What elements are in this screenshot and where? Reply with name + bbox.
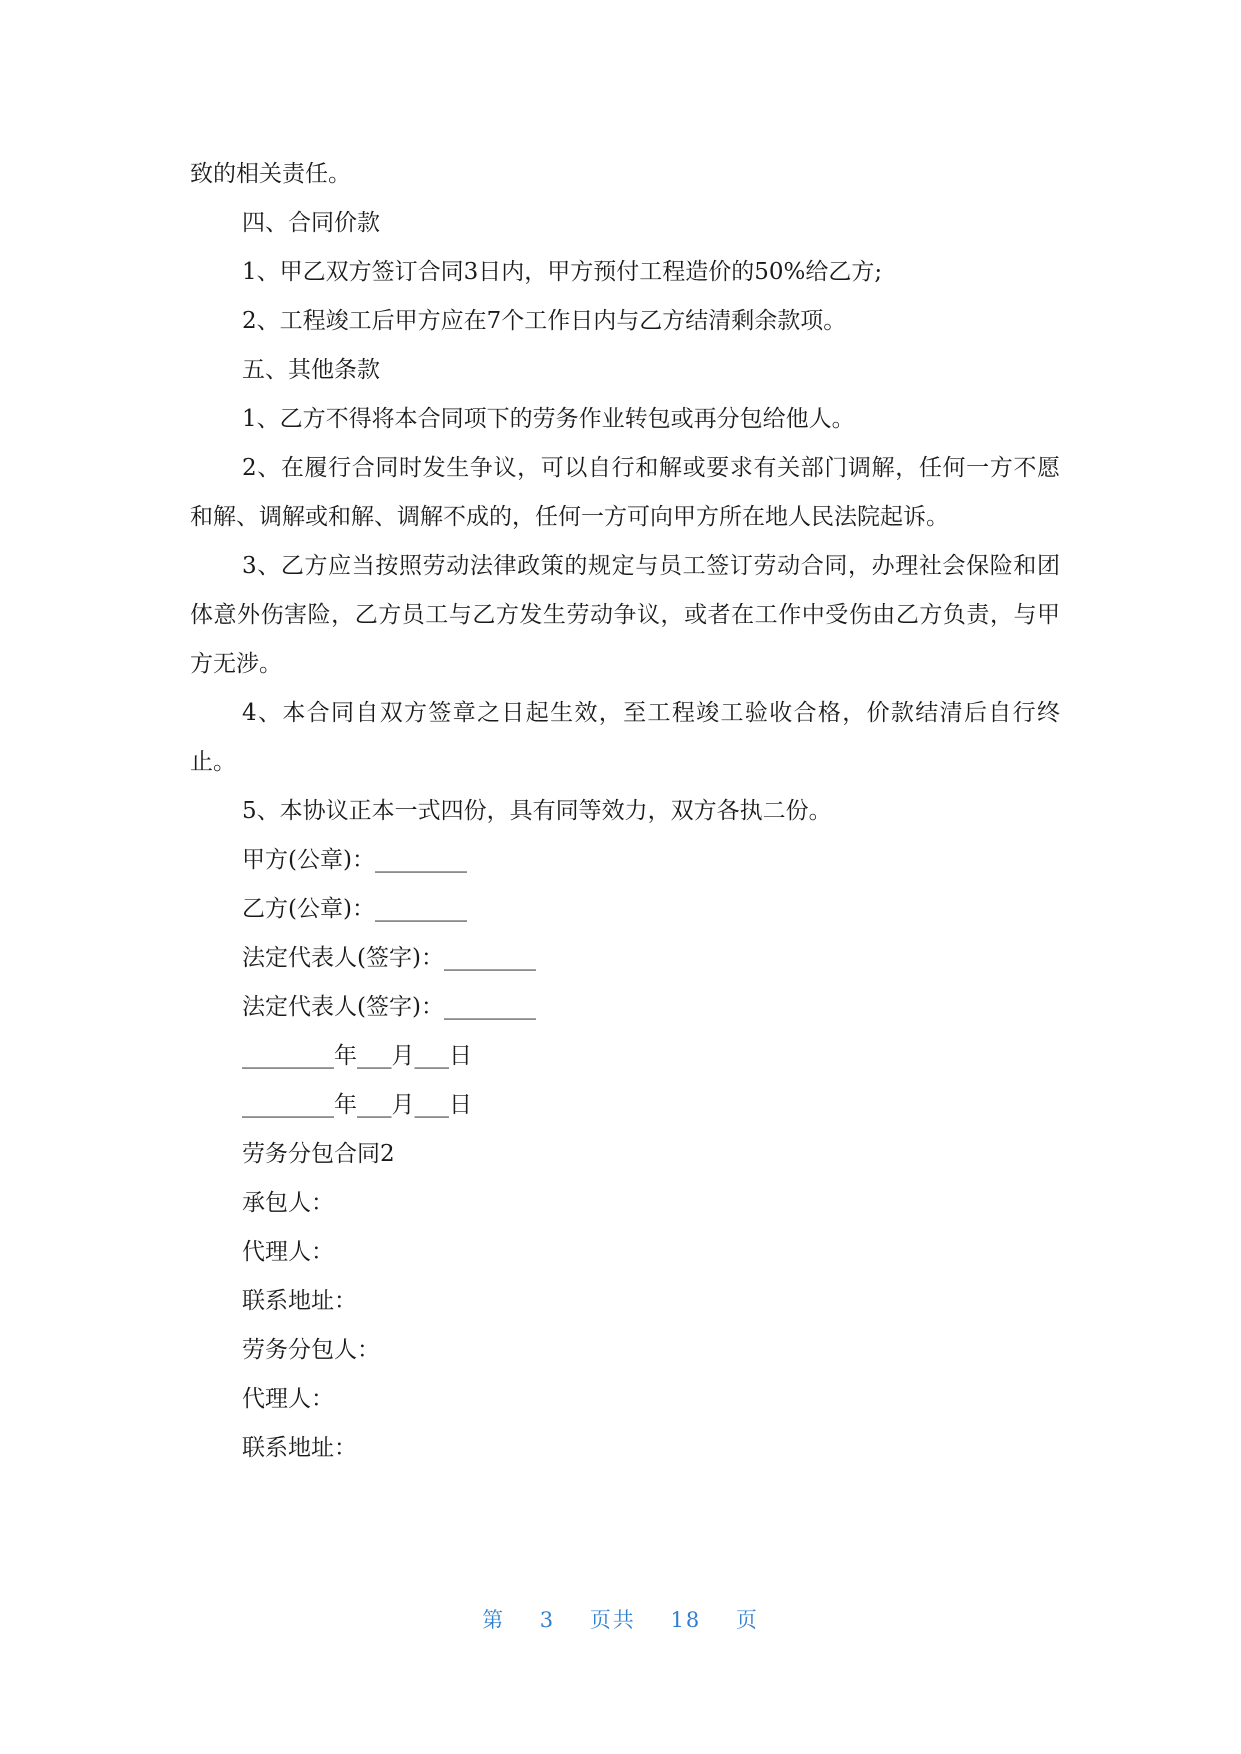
field-agent-1: 代理人： [242, 1239, 334, 1265]
clause-other-2: 2、在履行合同时发生争议，可以自行和解或要求有关部门调解，任何一方不愿和解、调解或和解、调解不成的，任何一方可向甲方所在地人民法院起诉。 [190, 455, 1060, 530]
section-heading-other-terms: 五、其他条款 [242, 357, 380, 383]
signature-legal-rep-b: 法定代表人(签字)：________ [242, 994, 536, 1020]
section-heading-contract-price: 四、合同价款 [242, 210, 380, 236]
footer-mid: 页共 [589, 1608, 636, 1632]
field-address-1: 联系地址： [242, 1288, 357, 1314]
footer-prefix: 第 [482, 1608, 506, 1632]
clause-other-3: 3、乙方应当按照劳动法律政策的规定与员工签订劳动合同，办理社会保险和团体意外伤害险，乙方员工与乙方发生劳动争议，或者在工作中受伤由乙方负责，与甲方无涉。 [190, 553, 1060, 677]
signature-date-b: ________年___月___日 [242, 1092, 472, 1118]
field-address-2: 联系地址： [242, 1435, 357, 1461]
footer-suffix: 页 [735, 1608, 759, 1632]
footer-current-page: 3 [539, 1608, 556, 1632]
signature-party-a-seal: 甲方(公章)：________ [242, 847, 467, 873]
field-contractor: 承包人： [242, 1190, 334, 1216]
page-footer [0, 1604, 1241, 1634]
document-body [190, 150, 1060, 1473]
signature-date-a: ________年___月___日 [242, 1043, 472, 1069]
clause-price-2: 2、工程竣工后甲方应在7个工作日内与乙方结清剩余款项。 [242, 308, 847, 334]
clause-price-1: 1、甲乙双方签订合同3日内，甲方预付工程造价的50%给乙方; [242, 259, 883, 285]
clause-other-4: 4、本合同自双方签章之日起生效，至工程竣工验收合格，价款结清后自行终止。 [190, 700, 1060, 775]
signature-legal-rep-a: 法定代表人(签字)：________ [242, 945, 536, 971]
clause-other-5: 5、本协议正本一式四份，具有同等效力，双方各执二份。 [242, 798, 832, 824]
field-labor-subcontractor: 劳务分包人： [242, 1337, 380, 1363]
clause-other-1: 1、乙方不得将本合同项下的劳务作业转包或再分包给他人。 [242, 406, 855, 432]
contract-2-title: 劳务分包合同2 [242, 1141, 395, 1167]
field-agent-2: 代理人： [242, 1386, 334, 1412]
footer-total-pages: 18 [670, 1608, 702, 1632]
paragraph-continuation: 致的相关责任。 [190, 161, 351, 187]
signature-party-b-seal: 乙方(公章)：________ [242, 896, 467, 922]
